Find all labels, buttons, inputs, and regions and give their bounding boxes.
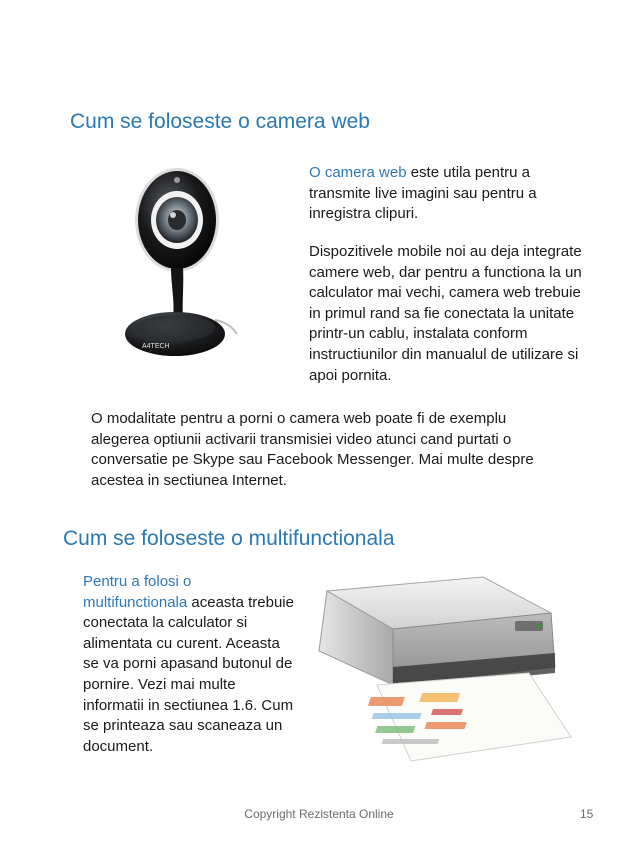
printer-illustration xyxy=(307,555,575,783)
multifunctional-text: aceasta trebuie conectata la calculator si alimentata cu curent. Aceasta se va porni apasand butonul de pornire. Vezi mai multe informatii in sectiunea 1.6. Cum se printeaza sau scaneaza un document. xyxy=(83,593,294,755)
section-heading-multifunctional: Cum se foloseste o multifunctionala xyxy=(63,527,395,550)
webcam-brand-logo: A4TECH xyxy=(142,343,170,350)
page-number: 15 xyxy=(580,807,594,821)
webcam-start-paragraph: O modalitate pentru a porni o camera web poate fi de exemplu alegerea optiunii activarii transmisiei video atunci cand purtati o conversatie pe Skype sau Facebook Messenger. Mai multe despre acestea in sectiunea Internet. xyxy=(91,410,534,489)
webcam-intro-paragraph xyxy=(309,163,579,225)
multifunctional-term-link: Pentru a folosi o multifunctionala xyxy=(83,573,192,611)
printer-image xyxy=(307,555,575,783)
webcam-intro-text: este utila pentru a transmite live imagini sau pentru a inregistra clipuri. xyxy=(309,164,537,223)
webcam-details-paragraph: Dispozitivele mobile noi au deja integrate camere web, dar pentru a functiona la un calculator mai vechi, camera web trebuie in primul rand sa fie conectata la unitate printr-un cablu, instalata conform instructiunilor din manualul de utilizare si apoi pornita. xyxy=(309,243,582,384)
webcam-illustration xyxy=(115,162,240,367)
footer-copyright: Copyright Rezistenta Online xyxy=(244,807,394,821)
section-heading-webcam: Cum se foloseste o camera web xyxy=(70,110,370,133)
webcam-image xyxy=(115,162,240,367)
multifunctional-paragraph xyxy=(83,572,298,757)
webcam-term-link: O camera web xyxy=(309,164,407,181)
